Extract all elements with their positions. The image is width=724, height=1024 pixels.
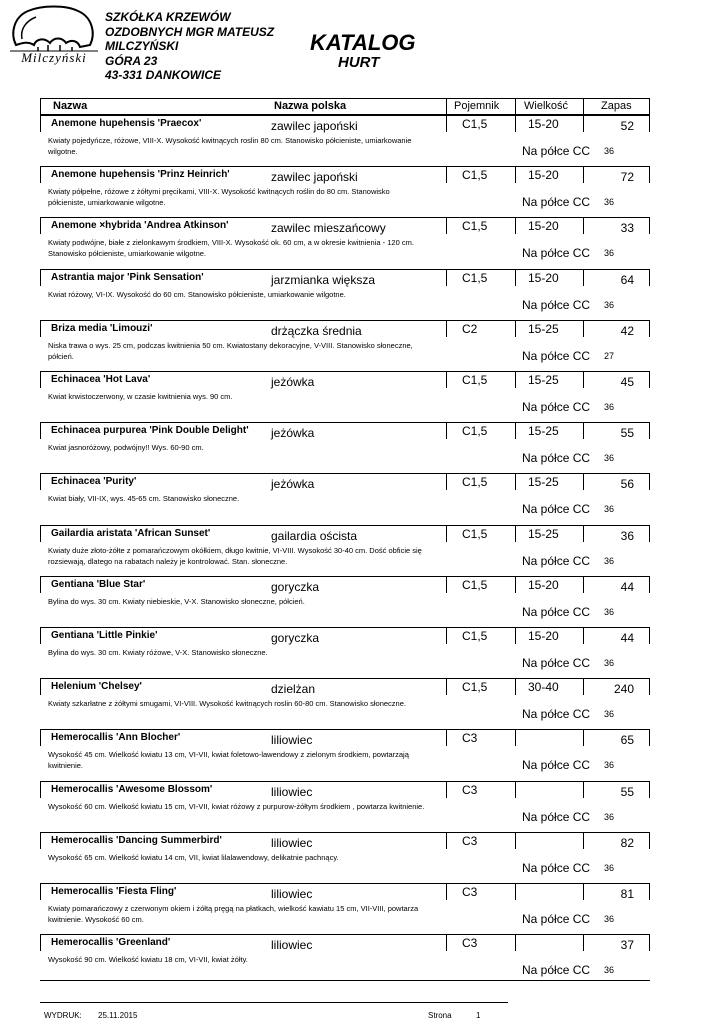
latin-name: Anemone ×hybrida 'Andrea Atkinson' (51, 220, 229, 232)
pot-size: C3 (462, 731, 478, 746)
product-row (40, 883, 650, 934)
product-row (40, 473, 650, 524)
header-name: Nazwa (53, 100, 88, 112)
latin-name: Anemone hupehensis 'Prinz Heinrich' (51, 169, 230, 181)
product-row-header (40, 166, 650, 183)
shelf-quantity: 36 (604, 606, 615, 617)
polish-name: gailardia oścista (271, 528, 358, 543)
latin-name: Hemerocallis 'Ann Blocher' (51, 732, 181, 744)
product-row (40, 525, 650, 576)
product-row (40, 115, 650, 166)
plant-size: 15-25 (528, 526, 559, 541)
stock-quantity: 55 (620, 784, 634, 799)
plant-size: 15-25 (528, 321, 559, 336)
shelf-label: Na półce CC (522, 963, 591, 978)
stock-quantity: 44 (620, 631, 634, 645)
polish-name: liliowiec (271, 887, 313, 901)
printed-date: 25.11.2015 (98, 1011, 138, 1020)
product-row-header (40, 576, 650, 593)
page-subtitle: HURT (338, 54, 380, 71)
polish-name: drżączka średnia (271, 323, 362, 338)
product-description: Kwiaty duże złoto-żółte z pomarańczowym okółkiem, długo kwitnie, VI-VIII. Wysokość 30-40 cm. Dość obficie się rozsiewają, dlatego na rabatach należy je kontrolować. Stan. słoneczne. (48, 545, 422, 566)
polish-name: zawilec mieszańcowy (271, 221, 386, 236)
shelf-quantity: 36 (604, 709, 615, 720)
product-row-header (40, 934, 650, 951)
polish-name: jeżówka (271, 375, 315, 389)
shelf-label: Na półce CC (522, 809, 591, 824)
product-description: Kwiat jasnoróżowy, podwójny!! Wys. 60-90 cm. (48, 443, 204, 453)
polish-name: dzielżan (271, 682, 316, 697)
product-row-header (40, 832, 650, 849)
product-row-header (40, 883, 650, 900)
product-description: Wysokość 90 cm. Wielkość kwiatu 18 cm, VI-VII, kwiat żółty. (48, 955, 248, 965)
header-polish-name: Nazwa polska (274, 100, 347, 112)
product-description: Wysokość 60 cm. Wielkość kwiatu 15 cm, VI-VII, kwiat różowy z purpurow-żółtym środkiem , powtarza kwitnienie. (48, 801, 425, 811)
pot-size: C2 (462, 321, 478, 336)
printed-label: WYDRUK: (44, 1011, 82, 1020)
pot-size: C1,5 (462, 629, 488, 643)
shelf-quantity: 36 (604, 402, 615, 412)
product-description: Kwiaty pojedyńcze, różowe, VIII-X. Wysokość kwitnących roslin 80 cm. Stanowisko półcieniste, umiarkowanie wilgotne. (48, 136, 412, 156)
stock-quantity: 37 (620, 938, 634, 953)
polish-name: zawilec japoński (271, 170, 358, 185)
product-description: Kwiaty szkarłatne z żółtymi smugami, VI-VIII. Wysokość kwitnących roslin 60-80 cm. Stanowisko słoneczne. (48, 699, 406, 709)
product-row-header (40, 473, 650, 490)
shelf-quantity: 36 (604, 555, 615, 566)
product-row (40, 781, 650, 832)
header-stock: Zapas (601, 100, 632, 112)
product-description: Kwiaty pomarańczowy z czerwonym okiem i żółtą pręgą na płatkach, wielkość kawiatu 15 cm, VII-VIII, powtarza kwitnienie. Wysokość 60 cm. (48, 904, 419, 924)
stock-quantity: 52 (620, 119, 634, 133)
product-description: Kwiat biały, VII-IX, wys. 45-65 cm. Stanowisko słoneczne. (48, 494, 240, 504)
product-row-header (40, 678, 650, 695)
company-line: SZKÓŁKA KRZEWÓW (105, 10, 231, 24)
product-description: Kwiaty półpełne, różowe z żółtymi pręcikami, VIII-X. Wysokość kwitnących roślin do 80 cm. Stanowisko półcieniste, umiarkowanie wilgotne. (48, 187, 390, 208)
latin-name: Hemerocallis 'Awesome Blossom' (51, 783, 213, 795)
logo-text: Milczyński (21, 50, 87, 65)
shelf-label: Na półce CC (522, 246, 591, 261)
shelf-quantity: 36 (604, 453, 615, 464)
product-description: Kwiat krwistoczerwony, w czasie kwitnienia wys. 90 cm. (48, 392, 233, 401)
product-row-header (40, 422, 650, 439)
shelf-label: Na półce CC (522, 451, 591, 466)
product-row-header (40, 525, 650, 542)
pot-size: C3 (462, 936, 478, 951)
product-description: Kwiaty podwójne, białe z zielonkawym środkiem, VIII-X. Wysokość ok. 60 cm, a w okresie kwitnienia - 120 cm. Stanowisko półcieniste, umiarkowanie wilgotne. (48, 238, 414, 259)
page-title: KATALOG (310, 30, 416, 55)
stock-quantity: 82 (620, 835, 634, 850)
pot-size: C1,5 (462, 117, 488, 131)
plant-size: 15-20 (528, 168, 559, 183)
shelf-label: Na półce CC (522, 912, 591, 926)
product-row-header (40, 320, 650, 337)
shelf-quantity: 36 (604, 504, 615, 515)
stock-quantity: 64 (620, 272, 634, 287)
polish-name: jeżówka (271, 426, 315, 441)
company-line: 43-331 DANKOWICE (105, 68, 222, 82)
company-line: MILCZYŃSKI (105, 39, 179, 53)
plant-size: 30-40 (528, 680, 559, 695)
product-row (40, 832, 650, 883)
latin-name: Gentiana 'Blue Star' (51, 578, 146, 590)
pot-size: C3 (462, 782, 478, 797)
product-row (40, 217, 650, 268)
product-row (40, 166, 650, 217)
product-description: Kwiat różowy, VI-IX. Wysokość do 60 cm. Stanowisko półcieniste, umiarkowanie wilgotne. (48, 289, 346, 299)
stock-quantity: 56 (620, 477, 634, 492)
pot-size: C1,5 (462, 475, 488, 490)
pot-size: C1,5 (462, 270, 488, 285)
pot-size: C1,5 (462, 424, 488, 439)
shelf-label: Na półce CC (522, 656, 591, 670)
latin-name: Hemerocallis 'Fiesta Fling' (51, 886, 177, 897)
product-row (40, 320, 650, 371)
pot-size: C1,5 (462, 526, 488, 541)
shelf-quantity: 27 (604, 350, 615, 361)
plant-size: 15-20 (528, 629, 559, 643)
polish-name: liliowiec (271, 835, 313, 850)
shelf-label: Na półce CC (522, 400, 591, 414)
pot-size: C3 (462, 833, 478, 848)
shelf-label: Na półce CC (522, 604, 591, 619)
pot-size: C3 (462, 885, 478, 899)
pot-size: C1,5 (462, 680, 488, 695)
shelf-quantity: 36 (604, 299, 615, 310)
stock-quantity: 36 (620, 528, 634, 543)
product-row (40, 371, 650, 422)
product-description: Wysokość 45 cm. Wielkość kwiatu 13 cm, VI-VII, kwiat foletowo-lawendowy z zielonym środkiem, powtarzają kwitnienie. (48, 750, 409, 771)
polish-name: zawilec japoński (271, 119, 358, 133)
polish-name: liliowiec (271, 784, 313, 799)
plant-size: 15-20 (528, 219, 559, 234)
pot-size: C1,5 (462, 219, 488, 234)
header-size: Wielkość (524, 100, 569, 112)
latin-name: Hemerocallis 'Greenland' (51, 937, 171, 949)
shelf-label: Na półce CC (522, 195, 591, 210)
polish-name: jeżówka (271, 477, 315, 492)
product-description: Bylina do wys. 30 cm. Kwiaty niebieskie, V-X. Stanowisko słoneczne, półcień. (48, 596, 305, 606)
shelf-quantity: 36 (604, 760, 615, 771)
product-row-header (40, 781, 650, 798)
product-row (40, 269, 650, 320)
product-description: Niska trawa o wys. 25 cm, podczas kwitnienia 50 cm. Kwiatostany dekoracyjne, V-VIII. Stanowisko słoneczne, półcień. (48, 340, 413, 361)
stock-quantity: 45 (620, 375, 634, 389)
product-row-header (40, 729, 650, 746)
polish-name: liliowiec (271, 938, 313, 953)
stock-quantity: 72 (620, 170, 634, 185)
plant-size: 15-25 (528, 424, 559, 439)
page-label: Strona (428, 1011, 452, 1020)
shelf-quantity: 36 (604, 146, 615, 156)
footer-divider (40, 1002, 508, 1003)
plant-size: 15-25 (528, 475, 559, 490)
shelf-label: Na półce CC (522, 502, 591, 517)
plant-size: 15-25 (528, 373, 559, 387)
product-row-header (40, 217, 650, 234)
latin-name: Gentiana 'Little Pinkie' (51, 630, 158, 641)
shelf-quantity: 36 (604, 658, 615, 668)
latin-name: Gailardia aristata 'African Sunset' (51, 527, 211, 539)
product-row (40, 627, 650, 678)
shelf-label: Na półce CC (522, 707, 591, 722)
plant-size: 15-20 (528, 270, 559, 285)
product-row (40, 422, 650, 473)
stock-quantity: 240 (613, 682, 634, 697)
latin-name: Echinacea 'Hot Lava' (51, 374, 151, 385)
product-description: Bylina do wys. 30 cm. Kwiaty różowe, V-X. Stanowisko słoneczne. (48, 648, 268, 657)
company-line: GÓRA 23 (105, 53, 158, 68)
latin-name: Briza media 'Limouzi' (51, 322, 153, 334)
pot-size: C1,5 (462, 577, 488, 592)
stock-quantity: 55 (620, 426, 634, 441)
shelf-label: Na półce CC (522, 144, 591, 158)
latin-name: Astrantia major 'Pink Sensation' (51, 271, 204, 283)
shelf-quantity: 36 (604, 248, 615, 259)
product-row-header (40, 115, 650, 132)
company-address (105, 10, 274, 83)
product-row (40, 678, 650, 729)
polish-name: goryczka (271, 579, 320, 594)
shelf-quantity: 36 (604, 862, 615, 873)
product-row-header (40, 627, 650, 644)
shelf-label: Na półce CC (522, 758, 591, 773)
latin-name: Echinacea 'Purity' (51, 476, 137, 488)
latin-name: Anemone hupehensis 'Praecox' (51, 118, 202, 129)
stock-quantity: 42 (620, 323, 634, 338)
shelf-quantity: 36 (604, 965, 615, 976)
shelf-quantity: 36 (604, 197, 615, 208)
latin-name: Echinacea purpurea 'Pink Double Delight' (51, 425, 249, 437)
shelf-label: Na półce CC (522, 297, 591, 312)
table-header (40, 98, 650, 115)
company-line: OZDOBNYCH MGR MATEUSZ (105, 24, 275, 39)
shelf-quantity: 36 (604, 811, 615, 822)
shelf-label: Na półce CC (522, 860, 591, 875)
stock-quantity: 44 (620, 579, 634, 594)
table-bottom-border (40, 980, 650, 981)
shelf-label: Na półce CC (522, 348, 591, 363)
stock-quantity: 65 (620, 733, 634, 748)
plant-size: 15-20 (528, 577, 559, 592)
polish-name: jarzmianka większa (271, 272, 376, 287)
stock-quantity: 81 (620, 887, 634, 901)
product-description: Wysokość 65 cm. Wielkość kwiatu 14 cm, VII, kwiat lilalawendowy, delikatnie pachnący. (48, 852, 339, 862)
latin-name: Helenium 'Chelsey' (51, 681, 142, 693)
page-number: 1 (476, 1011, 481, 1020)
product-row-header (40, 371, 650, 388)
plant-size: 15-20 (528, 117, 559, 131)
product-row (40, 934, 650, 985)
pot-size: C1,5 (462, 168, 488, 183)
polish-name: liliowiec (271, 733, 313, 748)
stock-quantity: 33 (620, 221, 634, 236)
product-row (40, 729, 650, 780)
product-row-header (40, 269, 650, 286)
pot-size: C1,5 (462, 373, 488, 387)
product-row (40, 576, 650, 627)
polish-name: goryczka (271, 631, 320, 645)
header-pot: Pojemnik (454, 100, 500, 112)
shelf-label: Na półce CC (522, 553, 591, 568)
shelf-quantity: 36 (604, 914, 615, 924)
latin-name: Hemerocallis 'Dancing Summerbird' (51, 834, 222, 846)
